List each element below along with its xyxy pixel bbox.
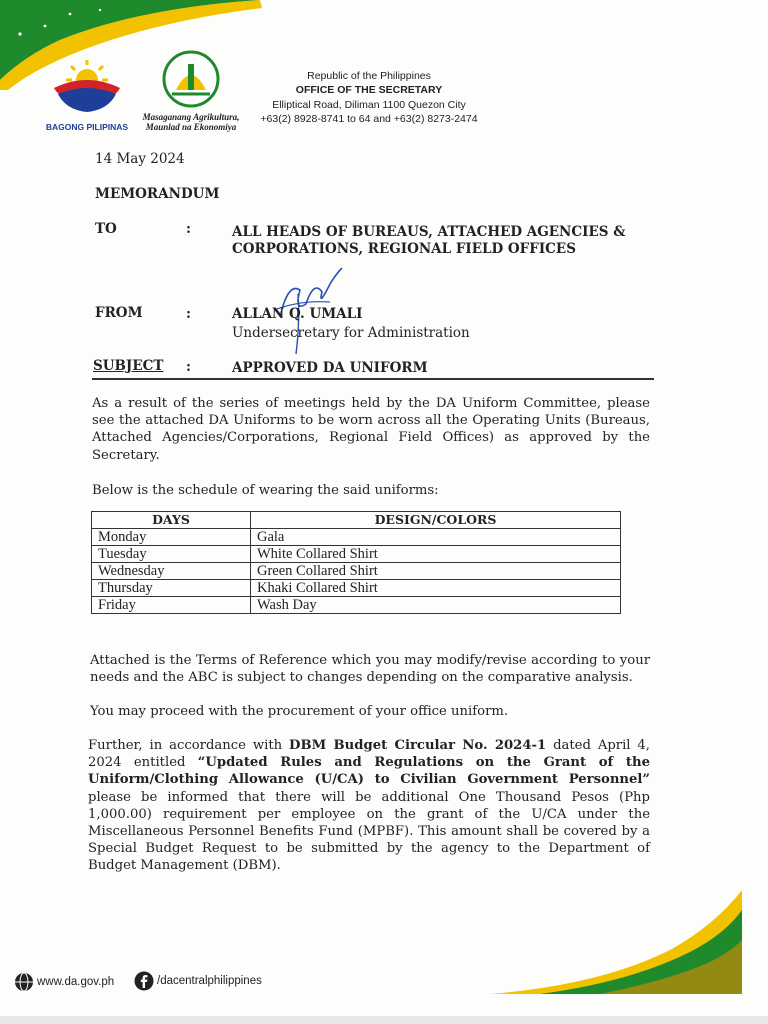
- p5-text-e: please be informed that there will be additional One Thousand Pesos (Php 1,000.00) requirement per employee on the grant of the U/CA under the Miscellaneous Personnel Benefits Fund (MPBF). This amount shall be covered by a Special Budget Request to be submitted by the agency to the Department of Budget Management (DBM).: [88, 789, 650, 874]
- globe-icon: [14, 972, 34, 992]
- bagong-pilipinas-text: BAGONG PILIPINAS: [45, 122, 129, 132]
- day-cell: Friday: [92, 597, 251, 614]
- memo-type: MEMORANDUM: [95, 186, 220, 202]
- facebook-text: /dacentralphilippines: [157, 975, 262, 987]
- from-label: FROM: [95, 305, 143, 321]
- day-cell: Tuesday: [92, 546, 251, 563]
- footer-facebook[interactable]: [134, 971, 262, 991]
- header-office: OFFICE OF THE SECRETARY: [295, 84, 443, 96]
- da-tagline-1: Masaganang Agrikultura,: [142, 112, 240, 122]
- header-days: DAYS: [92, 512, 251, 529]
- page-bottom-edge: [0, 1016, 768, 1024]
- design-cell: Green Collared Shirt: [251, 563, 621, 580]
- design-cell: Khaki Collared Shirt: [251, 580, 621, 597]
- facebook-icon: [134, 971, 154, 991]
- header-design-colors: DESIGN/COLORS: [251, 512, 621, 529]
- design-cell: Gala: [251, 529, 621, 546]
- memo-date: 14 May 2024: [95, 151, 185, 167]
- header-address: Elliptical Road, Diliman 1100 Quezon City: [272, 99, 466, 111]
- bagong-pilipinas-logo: [44, 52, 130, 132]
- header-phone: +63(2) 8928-8741 to 64 and +63(2) 8273-2474: [260, 113, 478, 125]
- p5-text-a: Further, in accordance with: [88, 738, 290, 753]
- to-line-1: ALL HEADS OF BUREAUS, ATTACHED AGENCIES &: [232, 224, 626, 240]
- to-line-2: CORPORATIONS, REGIONAL FIELD OFFICES: [232, 241, 576, 257]
- table-row: [92, 580, 621, 597]
- table-row: [92, 597, 621, 614]
- to-colon: :: [186, 221, 191, 237]
- paragraph-3: Attached is the Terms of Reference which you may modify/revise according to your needs and the ABC is subject to changes depending on the comparative analysis.: [90, 653, 650, 686]
- table-header-row: [92, 512, 621, 529]
- da-tagline-2: Maunlad na Ekonomiya: [145, 122, 237, 132]
- subject-text: APPROVED DA UNIFORM: [232, 360, 428, 376]
- paragraph-4: You may proceed with the procurement of your office uniform.: [90, 704, 509, 719]
- sun-flag-icon: [44, 52, 130, 114]
- bottom-right-swoosh: [480, 890, 742, 998]
- from-colon: :: [186, 306, 191, 322]
- subject-rule: [92, 378, 654, 380]
- paragraph-5: [88, 737, 650, 875]
- website-text: www.da.gov.ph: [37, 976, 115, 988]
- table-row: [92, 546, 621, 563]
- design-cell: Wash Day: [251, 597, 621, 614]
- paragraph-1: As a result of the series of meetings held by the DA Uniform Committee, please see the attached DA Uniforms to be worn across all the Operating Units (Bureaus, Attached Agencies/Corporations, Regional Field Offices) as approved by the Secretary.: [92, 396, 650, 463]
- p5-circular-ref: DBM Budget Circular No. 2024-1: [289, 738, 547, 753]
- uniform-schedule-table: [91, 511, 621, 614]
- day-cell: Wednesday: [92, 563, 251, 580]
- p5-text-c: dated April 4, 2024 entitled: [88, 738, 651, 771]
- table-row: [92, 529, 621, 546]
- subject-label: SUBJECT: [93, 358, 164, 374]
- subject-colon: :: [186, 359, 191, 375]
- table-row: [92, 563, 621, 580]
- da-logo: [132, 50, 250, 142]
- header-country: Republic of the Philippines: [307, 70, 431, 82]
- design-cell: White Collared Shirt: [251, 546, 621, 563]
- da-seal-icon: [132, 50, 250, 108]
- day-cell: Monday: [92, 529, 251, 546]
- p5-circular-title: “Updated Rules and Regulations on the Grant of the Uniform/Clothing Allowance (U/CA) to Civilian Government Personnel”: [88, 755, 650, 788]
- paragraph-2: Below is the schedule of wearing the said uniforms:: [92, 483, 439, 498]
- from-title: Undersecretary for Administration: [232, 325, 470, 341]
- to-label: TO: [95, 221, 117, 237]
- from-name: ALLAN Q. UMALI: [232, 306, 363, 322]
- footer-website[interactable]: [14, 972, 114, 992]
- day-cell: Thursday: [92, 580, 251, 597]
